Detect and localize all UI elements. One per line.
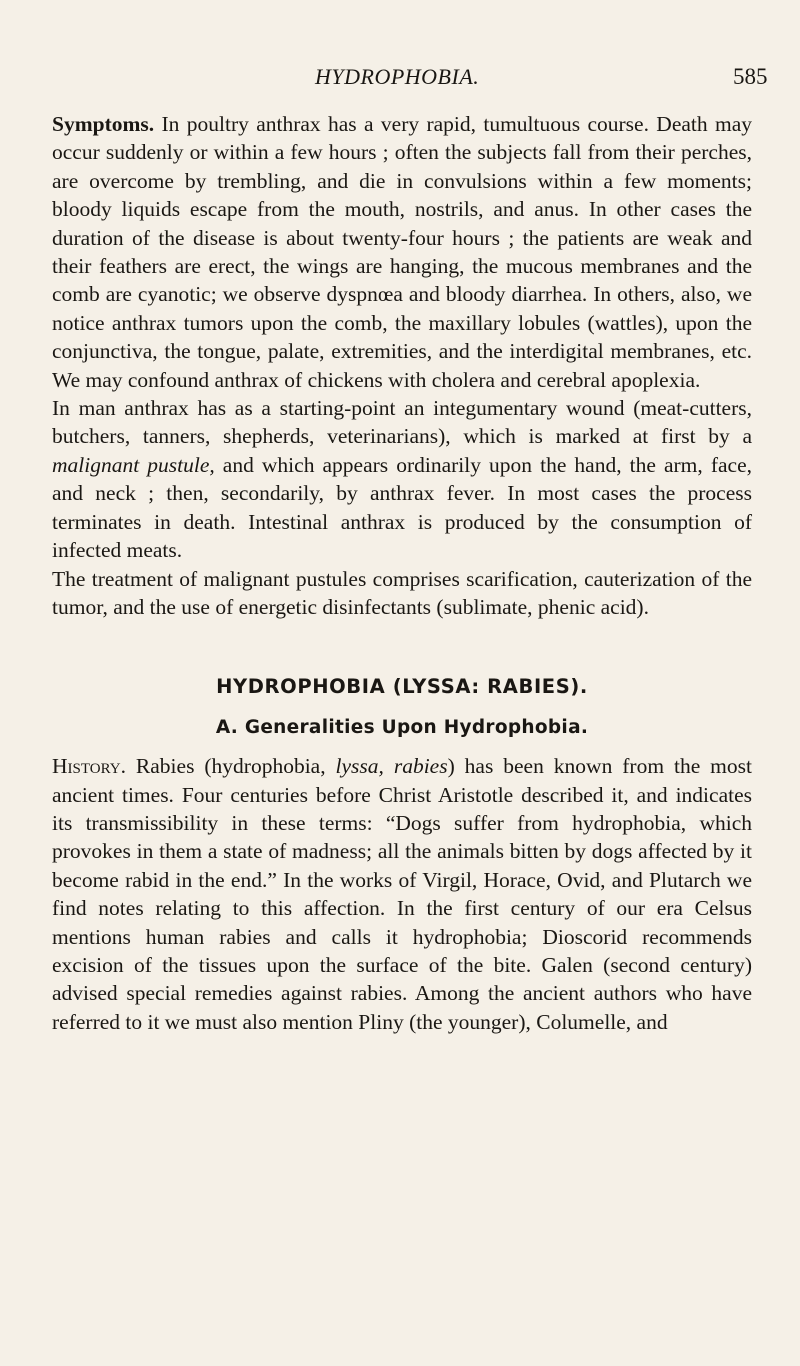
page-number: 585: [733, 64, 768, 89]
paragraph-text: In man anthrax has as a starting-point an integumentary wound (meat-cutters, butchers, tanners, shepherds, veterinarians), which is marked at first by a: [52, 396, 752, 449]
paragraph-lead-history: History.: [52, 754, 126, 779]
paragraph-symptoms: [52, 110, 752, 394]
paragraph-text: In poultry anthrax has a very rapid, tumultuous course. Death may occur suddenly or within a few hours ; often the subjects fall from their perches, are overcome by trembling, and die in convulsions within a few moments; bloody liquids escape from the mouth, nostrils, and anus. In other cases the duration of the disease is about twenty-four hours ; the patients are weak and their feathers are erect, the wings are hanging, the mucous membranes and the comb are cyanotic; we observe dyspnœa and bloody diarrhea. In others, also, we notice anthrax tumors upon the comb, the maxillary lobules (wattles), upon the conjunctiva, the tongue, palate, extremities, and the interdigital membranes, etc. We may confound anthrax of chickens with cholera and cerebral apoplexia.: [52, 112, 752, 392]
section-heading: HYDROPHOBIA (LYSSA: RABIES).: [216, 675, 588, 699]
paragraph-man-anthrax: [52, 394, 752, 564]
paragraph-lead-symptoms: Symptoms.: [52, 112, 155, 136]
paragraph-text: Rabies (hydrophobia,: [125, 754, 336, 779]
paragraph-history: [52, 752, 752, 1036]
paragraph-text: The treatment of malignant pustules comprises scarification, cauterization of the tumor, and the use of energetic disinfectants (sublimate, phenic acid).: [52, 566, 752, 619]
body-text: [52, 110, 752, 1036]
italic-term: malignant pustule,: [52, 452, 215, 477]
italic-term: lyssa, rabies: [335, 754, 448, 779]
running-title: HYDROPHOBIA.: [315, 64, 480, 89]
running-head: [0, 64, 800, 94]
paragraph-treatment: [52, 565, 752, 622]
paragraph-text: ) has been known from the most ancient times. Four centuries before Christ Aristotle described it, and indicates its transmissibility in these terms: “Dogs suffer from hydrophobia, which provokes in them a state of madness; all the animals bitten by dogs affected by it become rabid in the end.” In the works of Virgil, Horace, Ovid, and Plutarch we find notes relating to this affection. In the first century of our era Celsus mentions human rabies and calls it hydrophobia; Dioscorid recommends excision of the tissues upon the surface of the bite. Galen (second century) advised special remedies against rabies. Among the ancient authors who have referred to it we must also mention Pliny (the younger), Columelle, and: [52, 754, 752, 1034]
subsection-heading: A. Generalities Upon Hydrophobia.: [215, 716, 589, 738]
paragraph-text: and which appears ordinarily upon the hand, the arm, face, and neck ; then, secondarily, by anthrax fever. In most cases the process terminates in death. Intestinal anthrax is produced by the consumption of infected meats.: [52, 452, 753, 563]
